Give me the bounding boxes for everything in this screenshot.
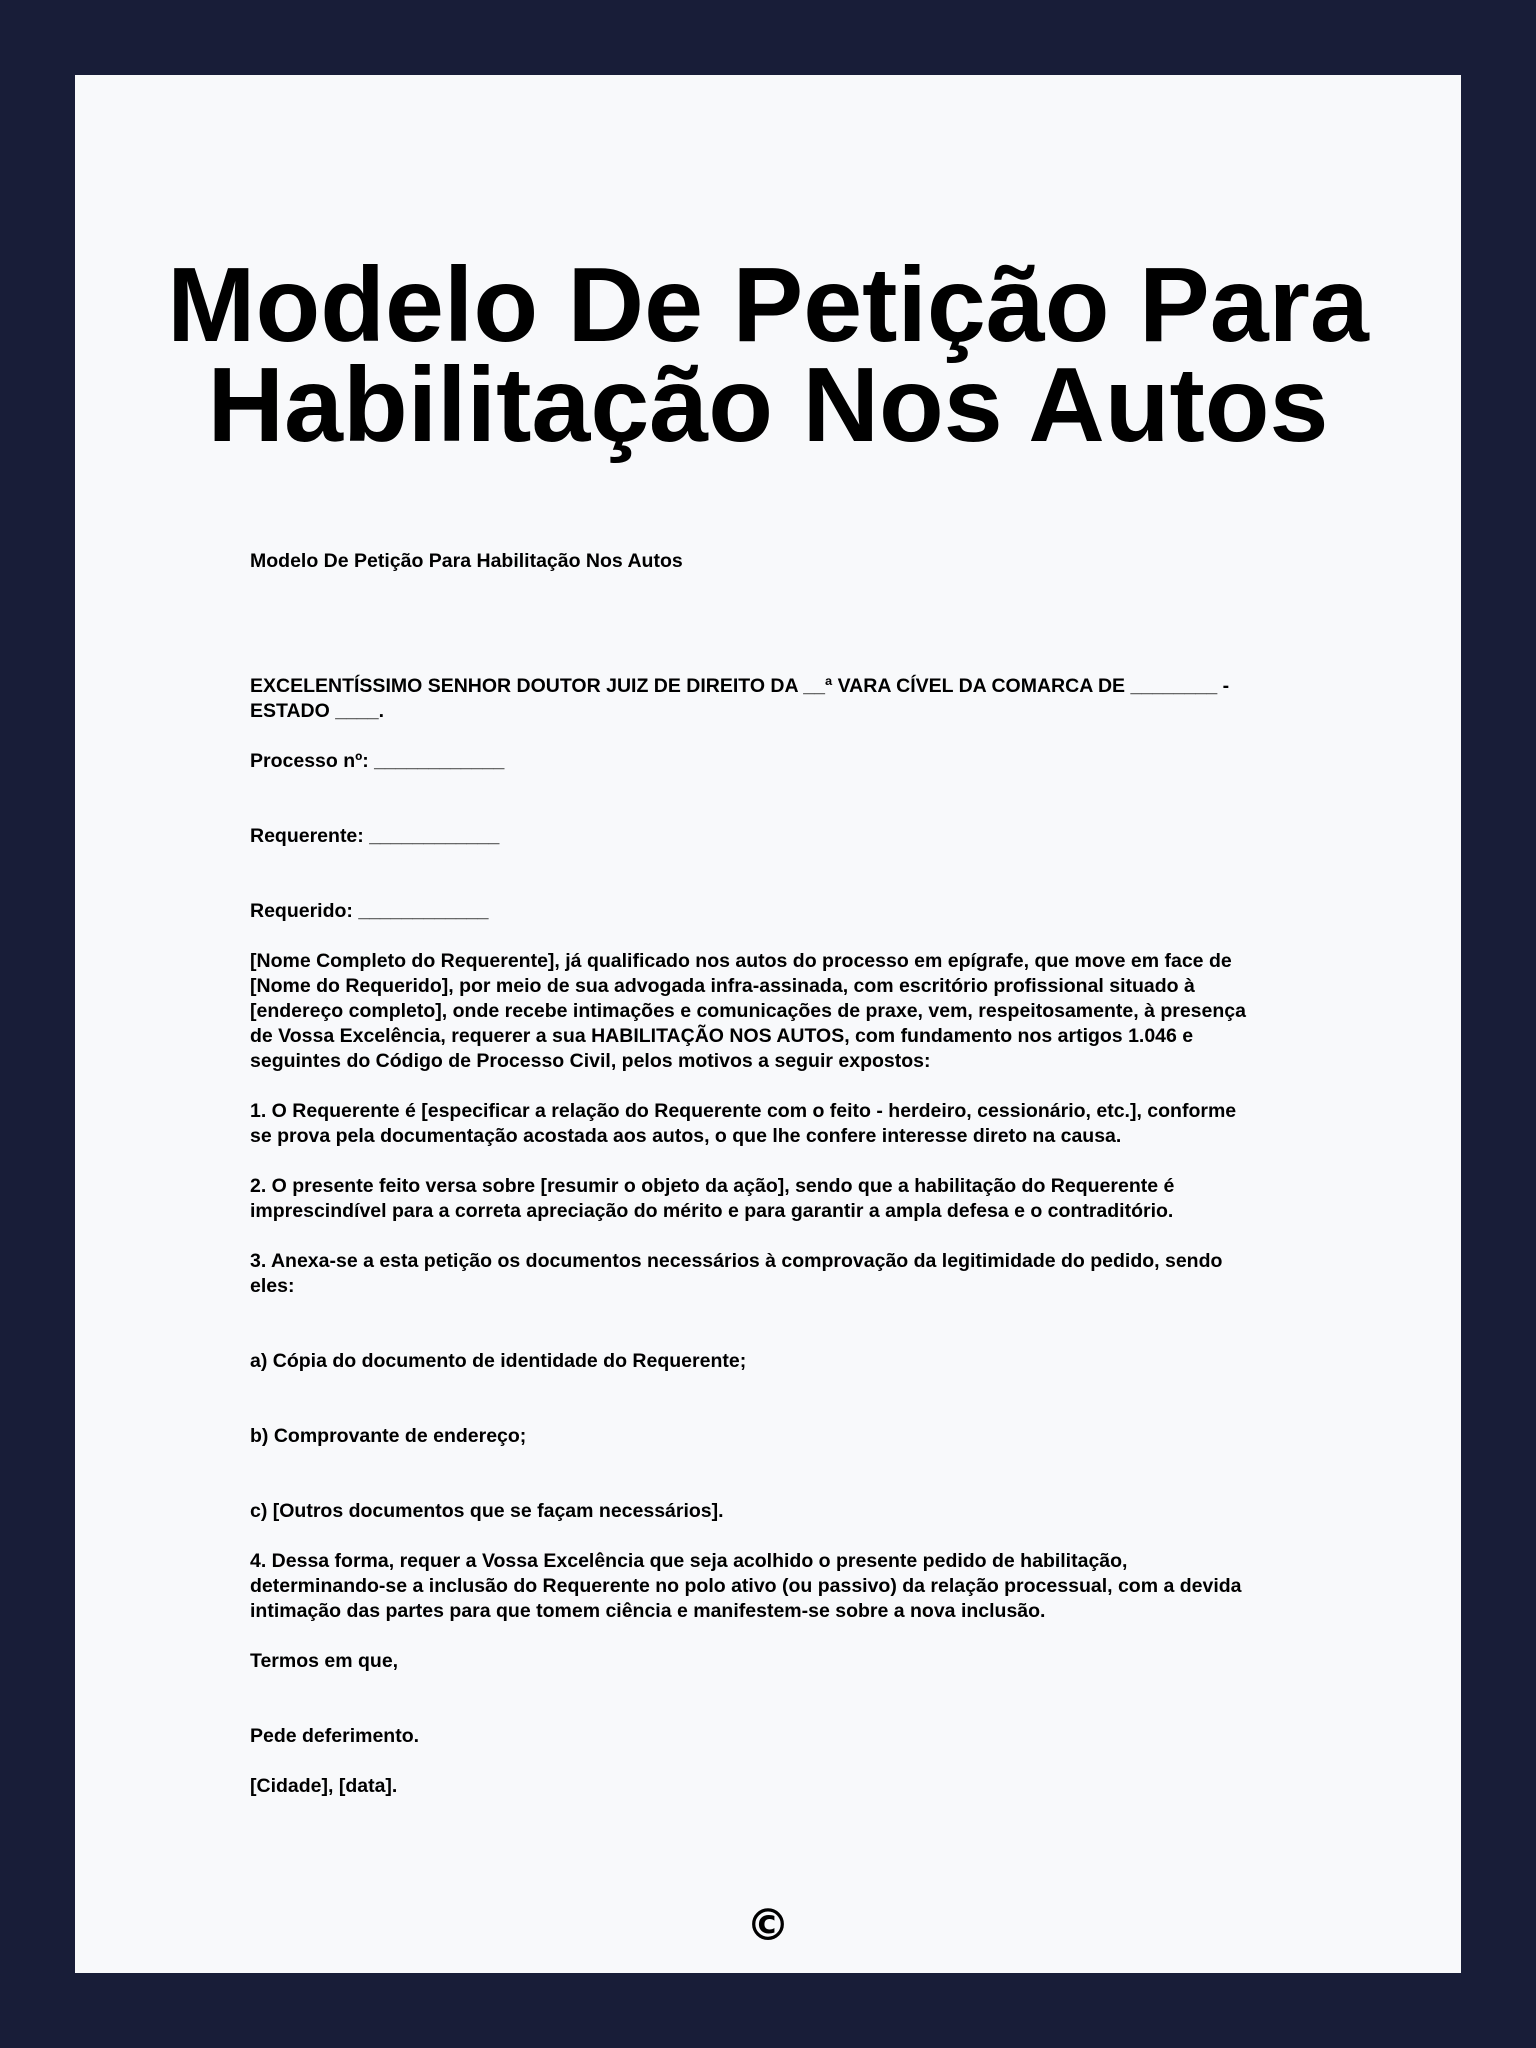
- item-3c: c) [Outros documentos que se façam necessários].: [250, 1500, 724, 1522]
- requerido-field: Requerido: ____________: [250, 900, 489, 922]
- item-1-paragraph: [250, 1099, 1356, 1149]
- item-4-line: determinando-se a inclusão do Requerente no polo ativo (ou passivo) da relação processual, com a devida: [250, 1575, 1242, 1597]
- intro-line: de Vossa Excelência, requerer a sua HABILITAÇÃO NOS AUTOS, com fundamento nos artigos 1.046 e: [250, 1025, 1194, 1047]
- intro-line: [Nome do Requerido], por meio de sua advogada infra-assinada, com escritório profissional situado à: [250, 975, 1195, 997]
- processo-field: Processo nº: ____________: [250, 750, 505, 772]
- item-3-line: 3. Anexa-se a esta petição os documentos necessários à comprovação da legitimidade do pedido, sendo: [250, 1250, 1223, 1272]
- item-3b: b) Comprovante de endereço;: [250, 1425, 527, 1447]
- page-title-line-1: Modelo De Petição Para: [167, 246, 1369, 364]
- item-1-line: 1. O Requerente é [especificar a relação do Requerente com o feito - herdeiro, cessionário, etc.], conforme: [250, 1100, 1237, 1122]
- address-line: ESTADO ____.: [250, 700, 385, 722]
- closing-city-date: [Cidade], [data].: [250, 1775, 398, 1797]
- intro-line: seguintes do Código de Processo Civil, pelos motivos a seguir expostos:: [250, 1050, 931, 1072]
- page-title-line-2: Habilitação Nos Autos: [207, 346, 1329, 464]
- document-body: [250, 549, 1356, 1799]
- item-4-line: intimação das partes para que tomem ciência e manifestem-se sobre a nova inclusão.: [250, 1600, 1046, 1622]
- closing-pede: Pede deferimento.: [250, 1725, 420, 1747]
- item-3-line: eles:: [250, 1275, 295, 1297]
- address-paragraph: [250, 674, 1356, 724]
- copyright-icon: ©: [746, 1900, 790, 1951]
- item-2-line: imprescindível para a correta apreciação do mérito e para garantir a ampla defesa e o contraditório.: [250, 1200, 1174, 1222]
- item-3-paragraph: [250, 1249, 1356, 1299]
- closing-termos: Termos em que,: [250, 1650, 399, 1672]
- document-page: [75, 75, 1461, 1973]
- intro-line: [endereço completo], onde recebe intimações e comunicações de praxe, vem, respeitosamente, à presença: [250, 1000, 1246, 1022]
- document-subtitle: Modelo De Petição Para Habilitação Nos Autos: [250, 550, 683, 572]
- requerente-field: Requerente: ____________: [250, 825, 500, 847]
- item-4-paragraph: [250, 1549, 1356, 1624]
- item-1-line: se prova pela documentação acostada aos autos, o que lhe confere interesse direto na causa.: [250, 1125, 1122, 1147]
- intro-line: [Nome Completo do Requerente], já qualificado nos autos do processo em epígrafe, que move em face de: [250, 950, 1232, 972]
- intro-paragraph: [250, 949, 1356, 1074]
- address-line: EXCELENTÍSSIMO SENHOR DOUTOR JUIZ DE DIREITO DA __ª VARA CÍVEL DA COMARCA DE ________ -: [250, 675, 1230, 697]
- item-2-paragraph: [250, 1174, 1356, 1224]
- item-4-line: 4. Dessa forma, requer a Vossa Excelência que seja acolhido o presente pedido de habilitação,: [250, 1550, 1128, 1572]
- item-2-line: 2. O presente feito versa sobre [resumir o objeto da ação], sendo que a habilitação do Requerente é: [250, 1175, 1175, 1197]
- page-title: [75, 246, 1461, 464]
- item-3a: a) Cópia do documento de identidade do Requerente;: [250, 1350, 747, 1372]
